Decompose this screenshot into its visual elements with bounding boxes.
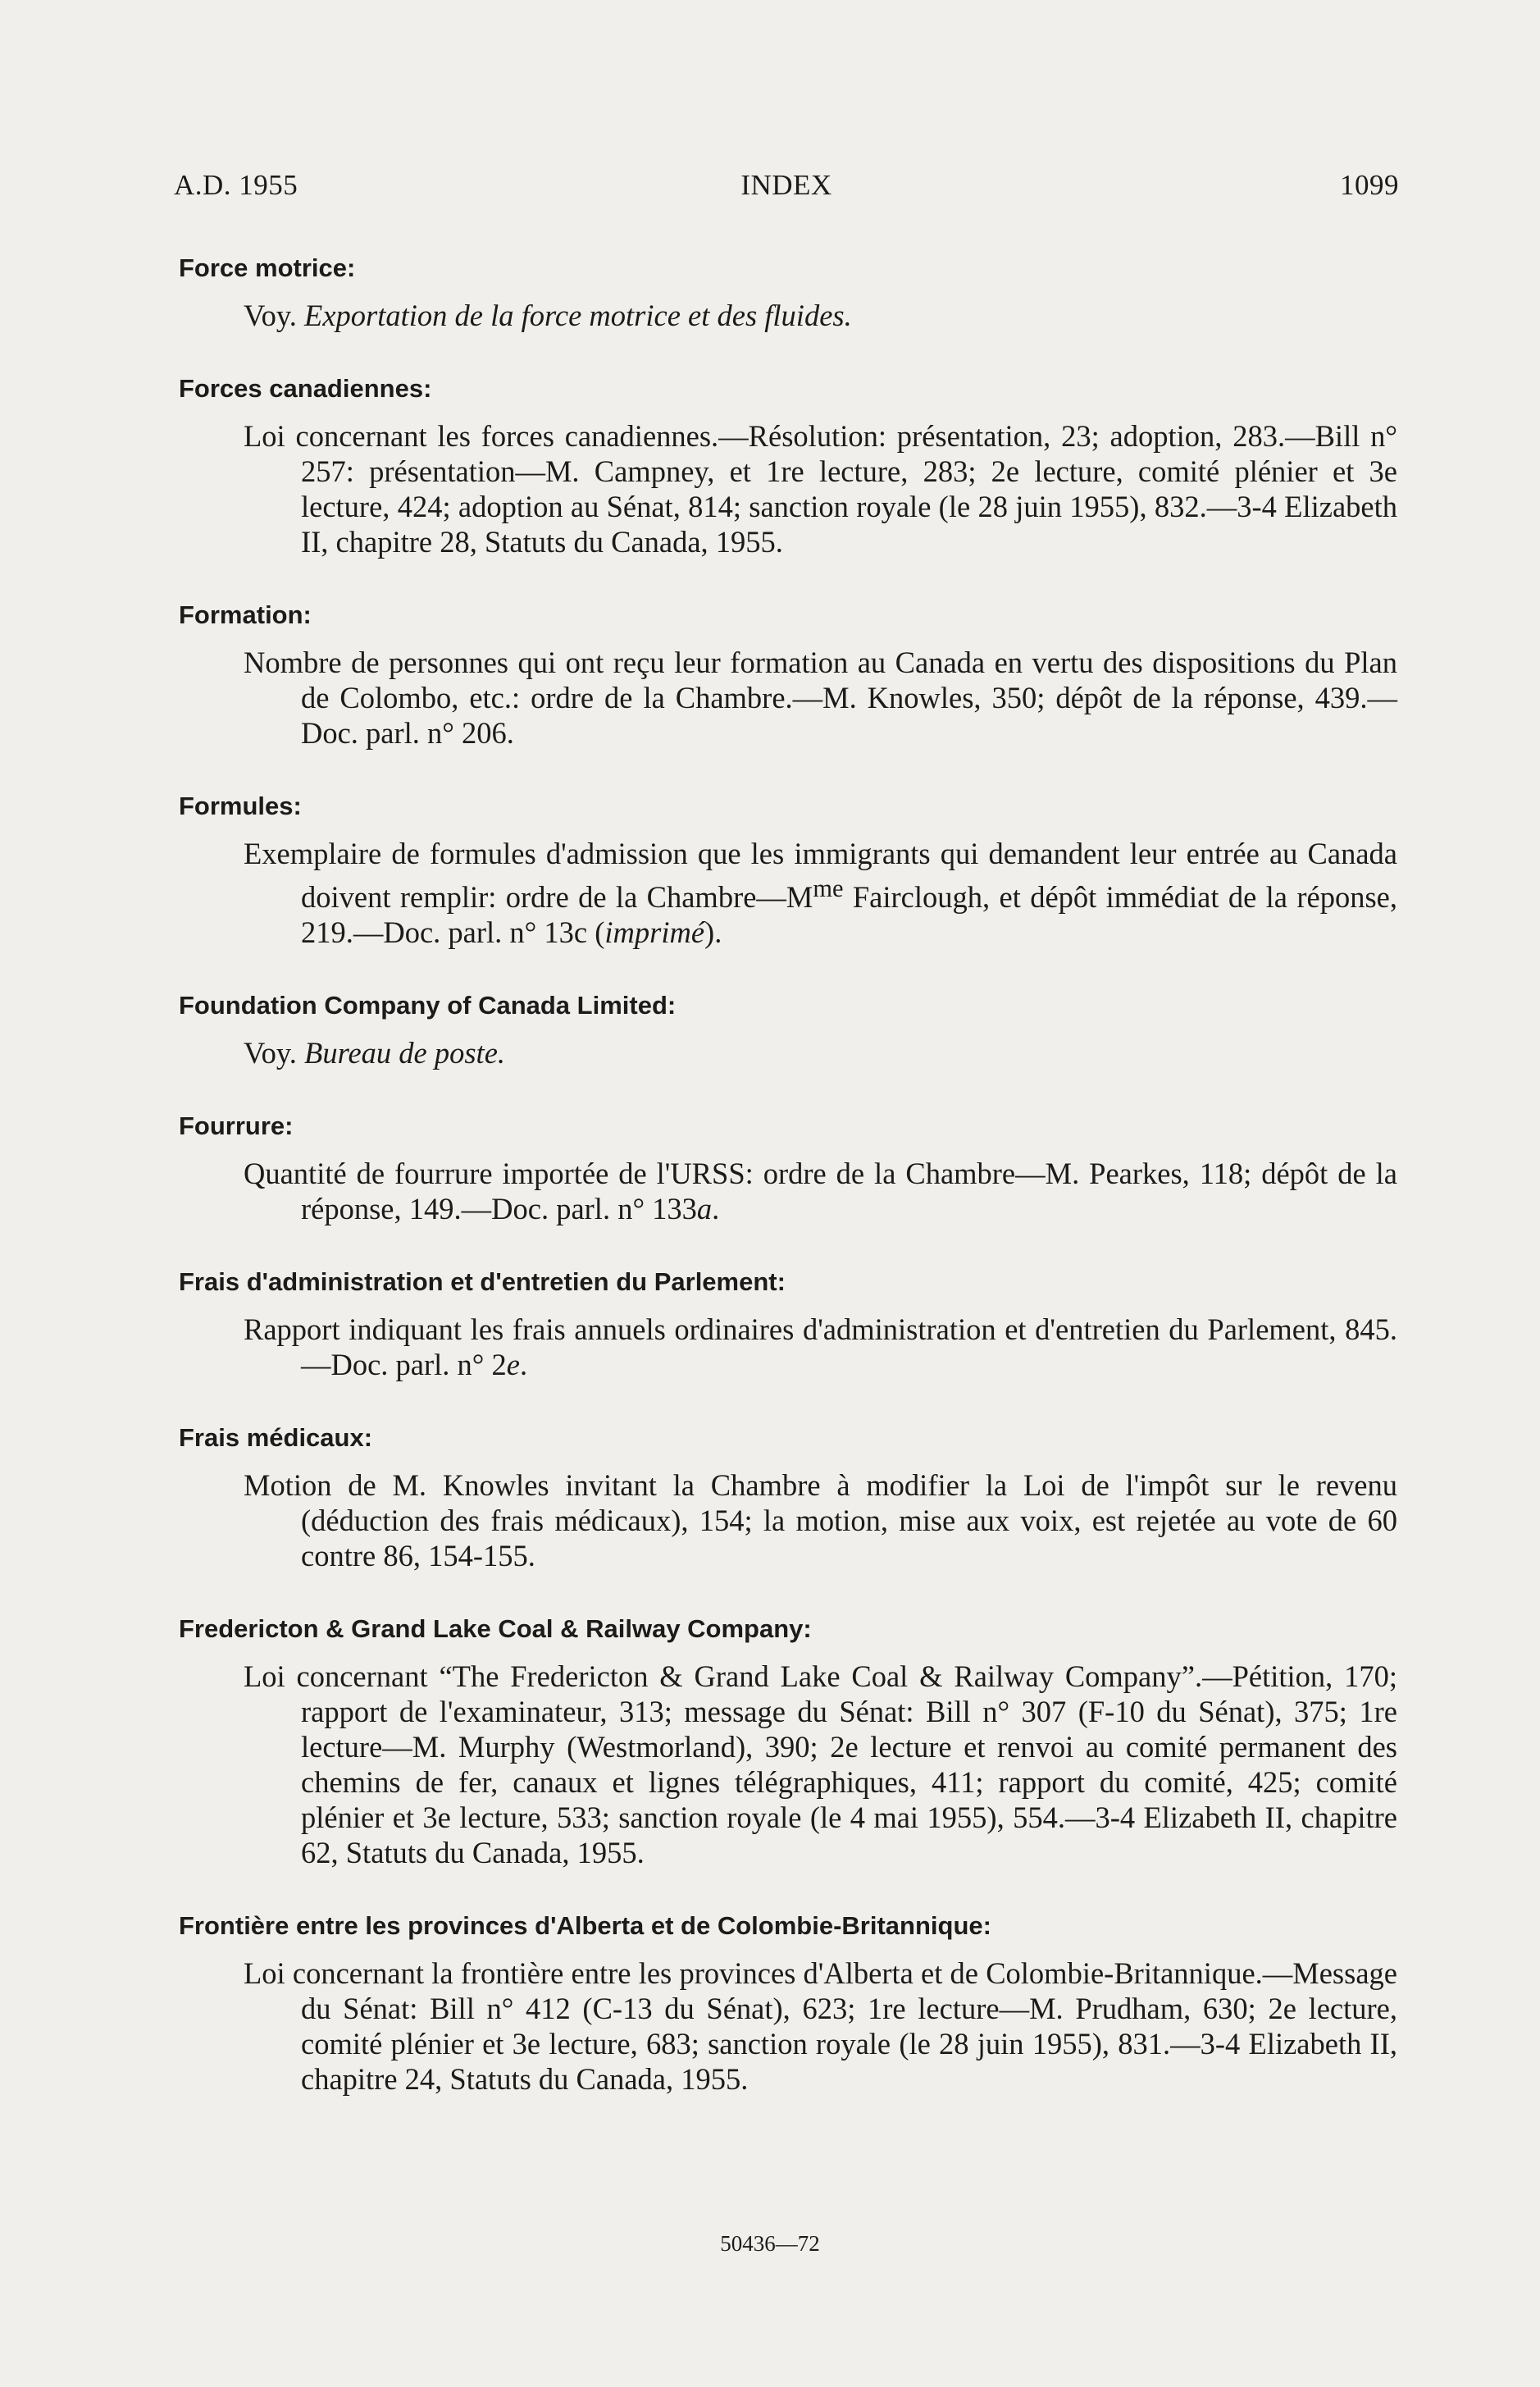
index-entry [179,1264,1397,1382]
index-entry [179,1108,1397,1226]
running-head [174,169,1399,210]
index-entry [179,250,1397,333]
entry-heading: Frontière entre les provinces d'Alberta et de Colombie-Britannique: [179,1911,991,1941]
running-head-year: A.D. 1955 [174,169,298,201]
entry-heading: Formation: [179,600,312,629]
entry-text: Loi concernant “The Fredericton & Grand Lake Coal & Railway Company”.—Pétition, 170; rapport de l'examinateur, 313; message du Sénat: Bill n° 307 (F-10 du Sénat), 375; 1re lecture—M. Murphy (Westmorland), 390; 2e lecture et renvoi au comité permanent des chemins de fer, canaux et lignes télégraphiques, 411; rapport du comité, 425; comité plénier et 3e lecture, 533; sanction royale (le 4 mai 1955), 554.—3-4 Elizabeth II, chapitre 62, Statuts du Canada, 1955. [244,1659,1397,1870]
printer-folio: 50436—72 [720,2231,820,2256]
index-entry [179,788,1397,950]
entry-heading: Frais médicaux: [179,1423,373,1453]
index-entry [179,1908,1397,2097]
entry-text: Voy. Bureau de poste. [244,1036,506,1070]
index-entry [179,988,1397,1070]
index-entry [179,1611,1397,1870]
entry-text: Voy. Exportation de la force motrice et des fluides. [244,299,852,332]
entry-text: Loi concernant la frontière entre les provinces d'Alberta et de Colombie-Britannique.—Message du Sénat: Bill n° 412 (C-13 du Sénat), 623; 1re lecture—M. Prudham, 630; 2e lecture, comité plénier et 3e lecture, 683; sanction royale (le 28 juin 1955), 831.—3-4 Elizabeth II, chapitre 24, Statuts du Canada, 1955. [244,1956,1397,2097]
index-entry [179,1420,1397,1573]
entry-heading: Fredericton & Grand Lake Coal & Railway Company: [179,1614,812,1644]
entry-text: Motion de M. Knowles invitant la Chambre à modifier la Loi de l'impôt sur le revenu (déduction des frais médicaux), 154; la motion, mise aux voix, est rejetée au vote de 60 contre 86, 154-155. [244,1468,1397,1573]
running-head-title: INDEX [740,169,832,201]
entry-heading: Forces canadiennes: [179,374,432,403]
index-entry [179,371,1397,559]
index-entry [179,597,1397,751]
entry-text: Rapport indiquant les frais annuels ordinaires d'administration et d'entretien du Parlement, 845.—Doc. parl. n° 2e. [244,1312,1397,1382]
entry-text: Exemplaire de formules d'admission que les immigrants qui demandent leur entrée au Canada doivent remplir: ordre de la $Chambre—M^{me}$ Fairclough, et dépôt immédiat de la réponse, 219.—Doc. parl. n° 13c (imprimé). [244,837,1397,950]
page-number: 1099 [1340,169,1399,201]
entry-heading: Force motrice: [179,253,356,282]
entry-text: Quantité de fourrure importée de l'URSS: ordre de la Chambre—M. Pearkes, 118; dépôt de la réponse, 149.—Doc. parl. n° 133a. [244,1157,1397,1226]
entry-heading: Frais d'administration et d'entretien du Parlement: [179,1267,786,1297]
entry-heading: Formules: [179,792,302,820]
index-entries [179,250,1397,2134]
entry-heading: Foundation Company of Canada Limited: [179,991,677,1020]
entry-text: Nombre de personnes qui ont reçu leur formation au Canada en vertu des dispositions du Plan de Colombo, etc.: ordre de la Chambre.—M. Knowles, 350; dépôt de la réponse, 439.—Doc. parl. n° 206. [244,646,1397,750]
entry-text: Loi concernant les forces canadiennes.—Résolution: présentation, 23; adoption, 283.—Bill n° 257: présentation—M. Campney, et 1re lecture, 283; 2e lecture, comité plénier et 3e lecture, 424; adoption au Sénat, 814; sanction royale (le 28 juin 1955), 832.—3-4 Elizabeth II, chapitre 28, Statuts du Canada, 1955. [244,419,1397,559]
entry-heading: Fourrure: [179,1111,294,1141]
